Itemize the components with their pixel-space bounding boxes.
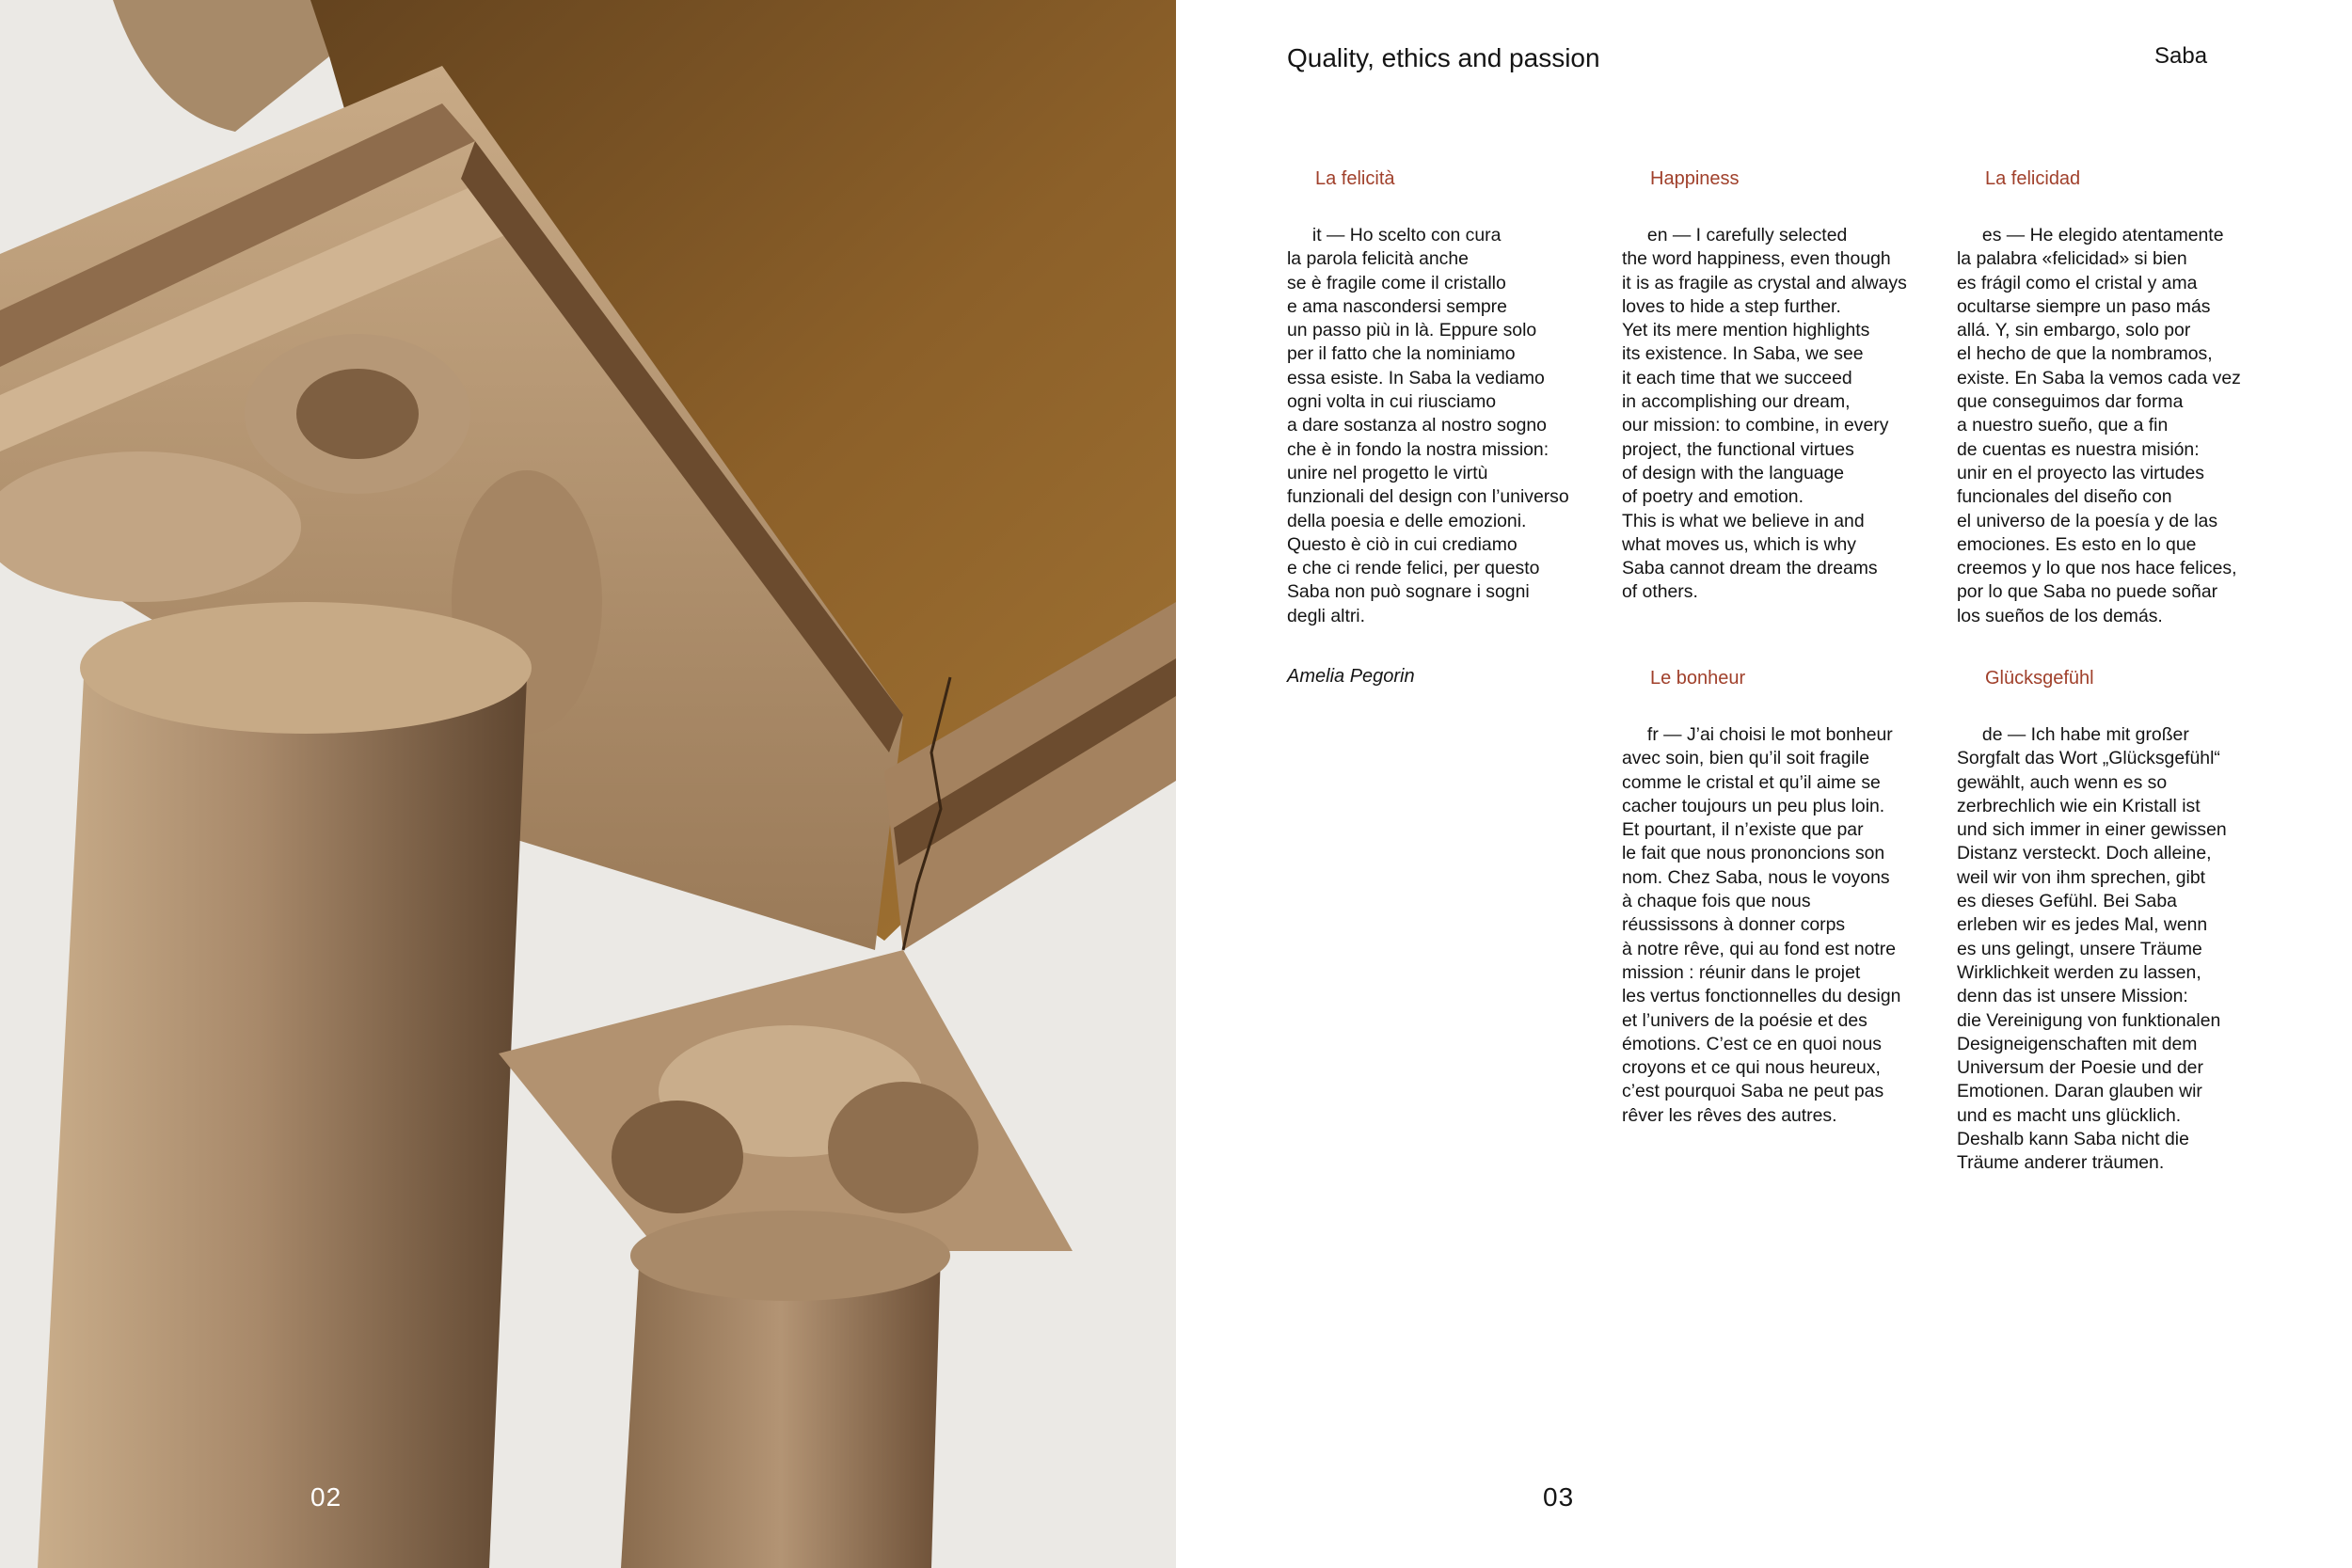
brand-name: Saba xyxy=(2154,43,2208,69)
right-page-number: 03 xyxy=(1543,1482,1575,1512)
author-name: Amelia Pegorin xyxy=(1287,666,1415,687)
section-body: en — I carefully selected the word happiness, even though it is as fragile as crystal and always loves to hide a step further. Yet its mere mention highlights its existence. In Saba, we see it each time that we succeed in accomplishing our dream, our mission: to combine, in every project, the functional virtues of design with the language of poetry and emotion. This is what we believe in and what moves us, which is why Saba cannot dream the dreams of others. xyxy=(1622,225,1907,603)
section-body: fr — J’ai choisi le mot bonheur avec soin, bien qu’il soit fragile comme le cristal et qu’il aime se cacher toujours un peu plus loin. Et pourtant, il n’existe que par le fait que nous prononcions son nom. Chez Saba, nous le voyons à chaque fois que nous réussissons à donner corps à notre rêve, qui au fond est notre mission : réunir dans le projet les vertus fonctionnelles du design et l’univers de la poésie et des émotions. C’est ce en quoi nous croyons et ce qui nous heureux, c’est pourquoi Saba ne peut pas rêver les rêves des autres. xyxy=(1622,724,1901,1126)
section-heading: Happiness xyxy=(1650,168,1740,189)
section-french xyxy=(1622,668,1947,1128)
section-italian xyxy=(1287,168,1612,628)
left-page-number: 02 xyxy=(310,1482,342,1512)
page-title: Quality, ethics and passion xyxy=(1287,43,1600,72)
section-body: de — Ich habe mit großer Sorgfalt das Wort „Glücksgefühl“ gewählt, auch wenn es so zerbrechlich wie ein Kristall ist und sich immer in einer gewissen Distanz versteckt. Doch alleine, weil wir von ihm sprechen, gibt es dieses Gefühl. Bei Saba erleben wir es jedes Mal, wenn es uns gelingt, unsere Träume Wirklichkeit werden zu lassen, denn das ist unsere Mission: die Vereinigung von funktionalen Designeigenschaften mit dem Universum der Poesie und der Emotionen. Daran glauben wir und es macht uns glücklich. Deshalb kann Saba nicht die Träume anderer träumen. xyxy=(1957,724,2227,1174)
section-heading: La felicidad xyxy=(1985,168,2081,189)
section-spanish xyxy=(1957,168,2281,628)
section-body: es — He elegido atentamente la palabra «felicidad» si bien es frágil como el cristal y ama ocultarse siempre un paso más allá. Y, sin embargo, solo por el hecho de que la nombramos, existe. En Saba la vemos cada vez que conseguimos dar forma a nuestro sueño, que a fin de cuentas es nuestra misión: unir en el proyecto las virtudes funcionales del diseño con el universo de la poesía y de las emociones. Es esto en lo que creemos y lo que nos hace felices, por lo que Saba no puede soñar los sueños de los demás. xyxy=(1957,225,2241,626)
section-german xyxy=(1957,668,2281,1176)
left-column xyxy=(38,658,527,1568)
section-english xyxy=(1622,168,1947,605)
section-heading: La felicità xyxy=(1315,168,1395,189)
section-body: it — Ho scelto con cura la parola felicità anche se è fragile come il cristallo e ama nascondersi sempre un passo più in là. Eppure solo per il fatto che la nominiamo essa esiste. In Saba la vediamo ogni volta in cui riusciamo a dare sostanza al nostro sogno che è in fondo la nostra mission: unire nel progetto le virtù funzionali del design con l’universo della poesia e delle emozioni. Questo è ciò in cui crediamo e che ci rende felici, per questo Saba non può sognare i sogni degli altri. xyxy=(1287,225,1569,626)
section-heading: Le bonheur xyxy=(1650,668,1746,689)
section-heading: Glücksgefühl xyxy=(1985,668,2094,689)
